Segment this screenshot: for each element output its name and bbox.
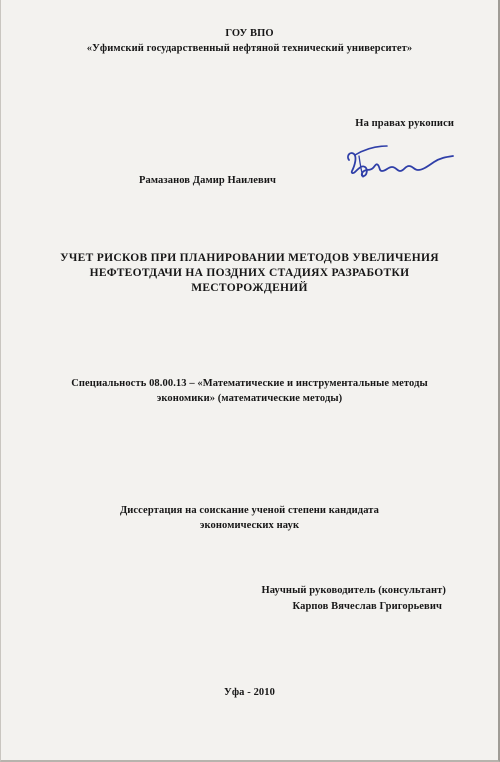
organization-short: ГОУ ВПО — [225, 28, 274, 39]
city-year: Уфа - 2010 — [224, 687, 275, 698]
degree-line-1: Диссертация на соискание ученой степени кандидата — [119, 505, 380, 516]
author-signature — [339, 138, 461, 190]
advisor-role: Научный руководитель (консультант) — [261, 585, 446, 596]
university-name: «Уфимский государственный нефтяной технический университет» — [86, 43, 413, 54]
specialty-line-1: Специальность 08.00.13 – «Математические и инструментальные методы — [71, 378, 428, 389]
rights-note: На правах рукописи — [355, 118, 454, 129]
author-name: Рамазанов Дамир Наилевич — [139, 175, 276, 186]
dissertation-title-line-1: УЧЕТ РИСКОВ ПРИ ПЛАНИРОВАНИИ МЕТОДОВ УВЕЛИЧЕНИЯ — [60, 252, 439, 264]
degree-line-2: экономических наук — [199, 520, 300, 531]
specialty-line-2: экономики» (математические методы) — [156, 393, 343, 404]
advisor-name: Карпов Вячеслав Григорьевич — [292, 601, 442, 612]
dissertation-title-line-3: МЕСТОРОЖДЕНИЙ — [191, 282, 308, 294]
dissertation-title-line-2: НЕФТЕОТДАЧИ НА ПОЗДНИХ СТАДИЯХ РАЗРАБОТКИ — [89, 267, 410, 279]
